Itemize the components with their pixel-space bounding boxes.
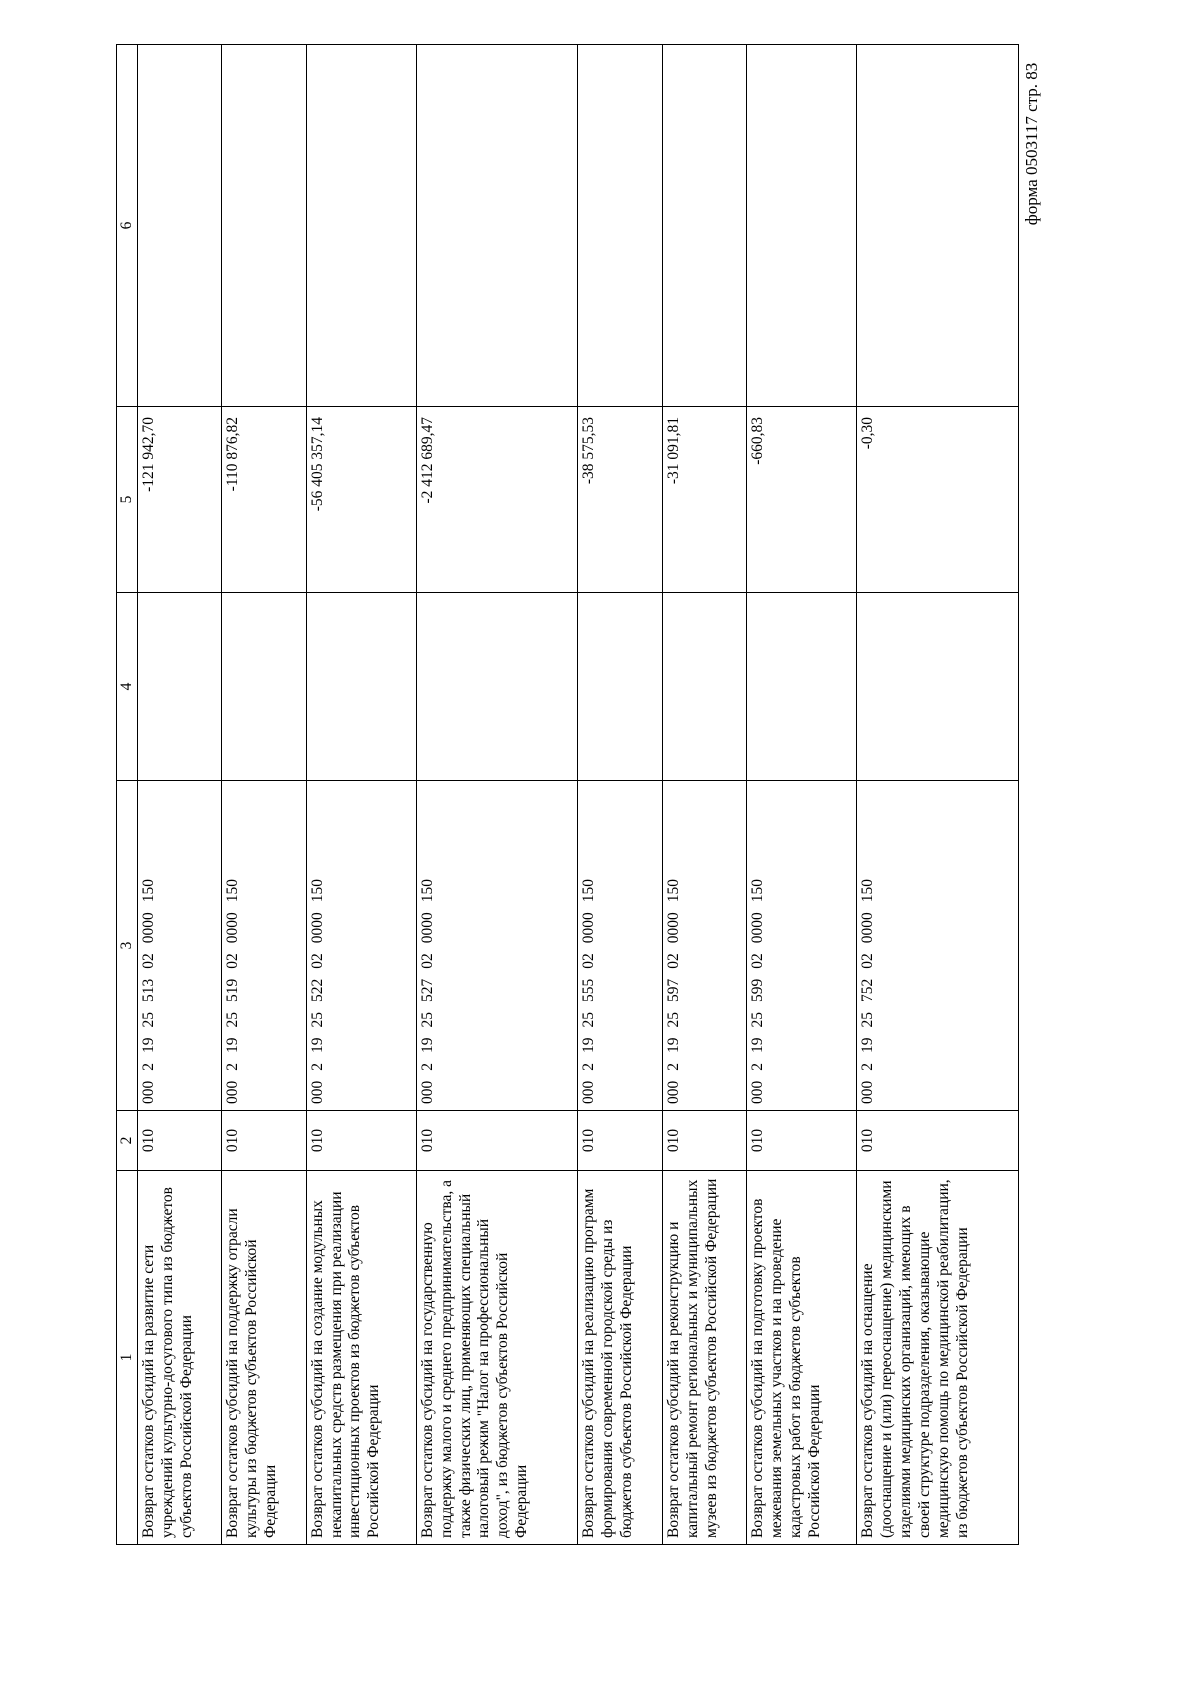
line-code: 010	[138, 1111, 222, 1171]
code-segment: 2	[749, 1063, 767, 1071]
code-segment: 02	[140, 953, 157, 969]
code-segment: 02	[580, 953, 598, 969]
line-code: 010	[306, 1111, 416, 1171]
table-row	[747, 45, 857, 1545]
code-segment: 150	[140, 879, 157, 903]
line-code: 010	[857, 1111, 1019, 1171]
column-6-value	[857, 45, 1019, 407]
column-4-value	[857, 593, 1019, 781]
table-row	[138, 45, 222, 1545]
classification-code	[578, 781, 662, 1111]
column-6-value	[222, 45, 306, 407]
code-segment: 19	[308, 1037, 326, 1053]
code-segment: 000	[859, 1080, 877, 1104]
column-4-value	[306, 593, 416, 781]
code-segment: 25	[859, 1012, 877, 1028]
code-segment: 150	[664, 879, 682, 903]
code-segment: 150	[224, 879, 242, 903]
code-segment: 000	[664, 1080, 682, 1104]
code-segment: 555	[580, 978, 598, 1002]
table-row	[416, 45, 578, 1545]
code-segment: 150	[418, 879, 436, 903]
line-code: 010	[416, 1111, 578, 1171]
code-segment: 2	[664, 1063, 682, 1071]
column-header: 4	[117, 593, 138, 781]
code-segment: 25	[140, 1012, 157, 1028]
code-segment: 19	[664, 1037, 682, 1053]
code-segment: 0000	[664, 912, 682, 944]
table-row	[857, 45, 1019, 1545]
code-segment: 527	[418, 978, 436, 1002]
code-segment: 19	[580, 1037, 598, 1053]
line-code: 010	[578, 1111, 662, 1171]
code-segment: 2	[140, 1063, 157, 1071]
code-segment: 000	[418, 1080, 436, 1104]
code-segment: 19	[749, 1037, 767, 1053]
indicator-name: Возврат остатков субсидий на реконструкцию и капитальный ремонт региональных и муниципальных музеев из бюджетов субъектов Российской Федерации	[662, 1171, 746, 1545]
amount-value: -660,83	[747, 407, 857, 593]
code-segment: 02	[749, 953, 767, 969]
line-code: 010	[747, 1111, 857, 1171]
indicator-name: Возврат остатков субсидий на оснащение (дооснащение и (или) переоснащение) медицинскими изделиями медицинских организаций, имеющих в своей структуре подразделения, оказывающие медицинскую помощь по медицинской реабилитации, из бюджетов субъектов Российской Федерации	[857, 1171, 1019, 1545]
code-segment: 0000	[418, 912, 436, 944]
amount-value: -110 876,82	[222, 407, 306, 593]
column-6-value	[662, 45, 746, 407]
column-4-value	[747, 593, 857, 781]
code-segment: 02	[418, 953, 436, 969]
indicator-name: Возврат остатков субсидий на реализацию программ формирования современной городской среды из бюджетов субъектов Российской Федерации	[578, 1171, 662, 1545]
code-segment: 2	[308, 1063, 326, 1071]
report-table	[116, 44, 1019, 1545]
column-4-value	[222, 593, 306, 781]
code-segment: 150	[859, 879, 877, 903]
code-segment: 19	[418, 1037, 436, 1053]
code-segment: 0000	[308, 912, 326, 944]
amount-value: -0,30	[857, 407, 1019, 593]
code-segment: 0000	[140, 912, 157, 944]
classification-code	[306, 781, 416, 1111]
code-segment: 150	[308, 879, 326, 903]
code-segment: 02	[224, 953, 242, 969]
form-page-note: форма 0503117 стр. 83	[1022, 62, 1041, 226]
indicator-name: Возврат остатков субсидий на государственную поддержку малого и среднего предпринимательства, а также физических лиц, применяющих специальный налоговый режим "Налог на профессиональный доход", из бюджетов субъектов Российской Федерации	[416, 1171, 578, 1545]
table-row	[662, 45, 746, 1545]
code-segment: 000	[580, 1080, 598, 1104]
code-segment: 000	[308, 1080, 326, 1104]
code-segment: 0000	[859, 912, 877, 944]
column-6-value	[747, 45, 857, 407]
code-segment: 513	[140, 978, 157, 1002]
code-segment: 25	[224, 1012, 242, 1028]
code-segment: 25	[664, 1012, 682, 1028]
indicator-name: Возврат остатков субсидий на развитие сети учреждений культурно-досугового типа из бюджетов субъектов Российской Федерации	[138, 1171, 222, 1545]
column-6-value	[138, 45, 222, 407]
code-segment: 0000	[749, 912, 767, 944]
code-segment: 02	[308, 953, 326, 969]
column-header: 5	[117, 407, 138, 593]
classification-code	[416, 781, 578, 1111]
column-4-value	[138, 593, 222, 781]
code-segment: 0000	[580, 912, 598, 944]
code-segment: 000	[140, 1080, 157, 1104]
code-segment: 150	[580, 879, 598, 903]
amount-value: -38 575,53	[578, 407, 662, 593]
code-segment: 25	[418, 1012, 436, 1028]
code-segment: 25	[749, 1012, 767, 1028]
report-page-rotated	[116, 45, 1019, 1545]
classification-code	[222, 781, 306, 1111]
code-segment: 522	[308, 978, 326, 1002]
code-segment: 000	[224, 1080, 242, 1104]
code-segment: 150	[749, 879, 767, 903]
code-segment: 519	[224, 978, 242, 1002]
column-header: 1	[117, 1171, 138, 1545]
code-segment: 0000	[224, 912, 242, 944]
indicator-name: Возврат остатков субсидий на подготовку проектов межевания земельных участков и на проведение кадастровых работ из бюджетов субъектов Российской Федерации	[747, 1171, 857, 1545]
amount-value: -2 412 689,47	[416, 407, 578, 593]
classification-code	[747, 781, 857, 1111]
line-code: 010	[662, 1111, 746, 1171]
code-segment: 02	[859, 953, 877, 969]
code-segment: 2	[580, 1063, 598, 1071]
code-segment: 19	[224, 1037, 242, 1053]
table-row	[578, 45, 662, 1545]
amount-value: -56 405 357,14	[306, 407, 416, 593]
code-segment: 752	[859, 978, 877, 1002]
indicator-name: Возврат остатков субсидий на создание модульных некапитальных средств размещения при реализации инвестиционных проектов из бюджетов субъектов Российской Федерации	[306, 1171, 416, 1545]
code-segment: 2	[224, 1063, 242, 1071]
indicator-name: Возврат остатков субсидий на поддержку отрасли культуры из бюджетов субъектов Российской Федерации	[222, 1171, 306, 1545]
column-4-value	[662, 593, 746, 781]
table-row	[222, 45, 306, 1545]
table-row	[306, 45, 416, 1545]
code-segment: 25	[308, 1012, 326, 1028]
code-segment: 599	[749, 978, 767, 1002]
code-segment: 25	[580, 1012, 598, 1028]
column-header: 3	[117, 781, 138, 1111]
code-segment: 2	[418, 1063, 436, 1071]
code-segment: 19	[140, 1037, 157, 1053]
column-header: 6	[117, 45, 138, 407]
column-6-value	[578, 45, 662, 407]
line-code: 010	[222, 1111, 306, 1171]
column-4-value	[578, 593, 662, 781]
code-segment: 000	[749, 1080, 767, 1104]
column-6-value	[416, 45, 578, 407]
classification-code	[662, 781, 746, 1111]
code-segment: 2	[859, 1063, 877, 1071]
column-4-value	[416, 593, 578, 781]
amount-value: -31 091,81	[662, 407, 746, 593]
column-number-row	[117, 45, 138, 1545]
amount-value: -121 942,70	[138, 407, 222, 593]
code-segment: 597	[664, 978, 682, 1002]
code-segment: 19	[859, 1037, 877, 1053]
column-header: 2	[117, 1111, 138, 1171]
code-segment: 02	[664, 953, 682, 969]
classification-code	[857, 781, 1019, 1111]
column-6-value	[306, 45, 416, 407]
classification-code	[138, 781, 222, 1111]
